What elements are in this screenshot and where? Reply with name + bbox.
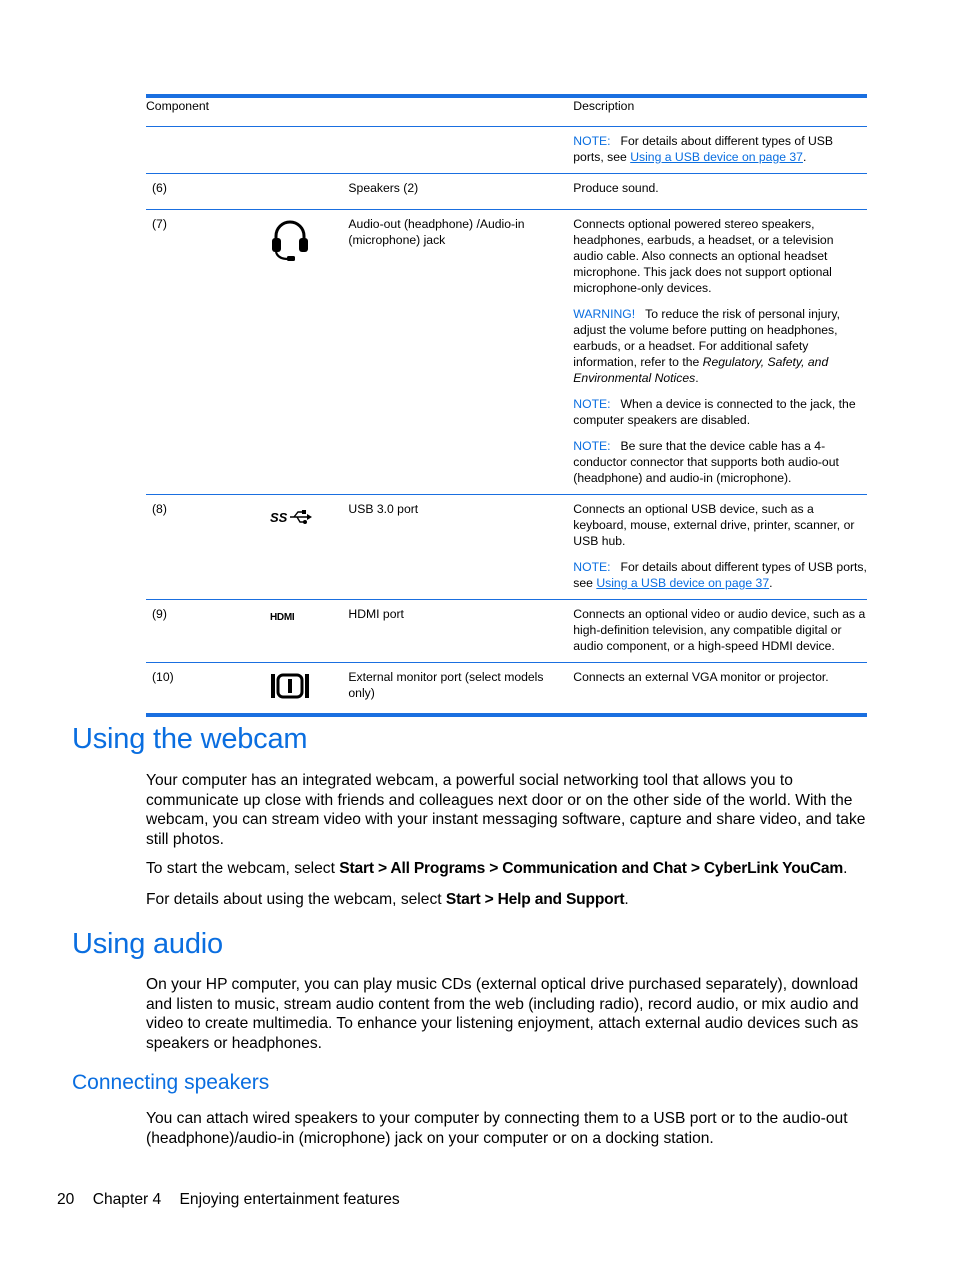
headset-icon xyxy=(204,209,349,494)
instruction-punct: . xyxy=(843,860,848,877)
description-text: Connects an external VGA monitor or projector. xyxy=(573,669,829,684)
svg-text:HDMI: HDMI xyxy=(269,611,295,622)
hdmi-icon xyxy=(204,599,349,662)
note-punct: . xyxy=(769,575,773,590)
note-label: NOTE: xyxy=(573,396,611,411)
note-text: For details about different types of USB ports, see xyxy=(573,133,834,164)
table-row xyxy=(146,662,867,715)
table-row xyxy=(146,599,867,662)
component-name: USB 3.0 port xyxy=(348,494,573,599)
row-number: (10) xyxy=(146,662,204,715)
table-row xyxy=(146,209,867,494)
components-table xyxy=(146,94,867,717)
chapter-label: Chapter 4 xyxy=(92,1191,162,1208)
instruction-text: For details about using the webcam, select xyxy=(146,891,446,908)
audio-intro: On your HP computer, you can play music CDs (external optical drive purchased separately), download and listen to music, stream audio content from the web (including radio), record audio, or mix audio and video to create multimedia. To enhance your listening enjoyment, attach external audio devices such as speakers or headphones. xyxy=(146,976,859,1052)
svg-text:SS: SS xyxy=(269,509,288,525)
warning-punct: . xyxy=(695,370,699,385)
speakers-heading: Connecting speakers xyxy=(72,1071,270,1094)
note-punct: . xyxy=(802,149,807,164)
webcam-heading: Using the webcam xyxy=(72,723,308,755)
note-paragraph xyxy=(573,438,861,486)
table-header-row xyxy=(146,96,867,126)
description-text: Produce sound. xyxy=(573,180,659,195)
speakers-intro: You can attach wired speakers to your computer by connecting them to a USB port or to the audio-out (headphone)/audio-in (microphone) jack on your computer or on a docking station. xyxy=(146,1110,848,1147)
row-number: (8) xyxy=(146,494,204,599)
page-number: 20 xyxy=(57,1191,75,1208)
header-component: Component xyxy=(146,96,573,126)
webcam-intro: Your computer has an integrated webcam, a powerful social networking tool that allows you to communicate up close with friends and colleagues next door or on the other side of the world. With the webcam, you can stream video with your instant messaging software, capture and share video, and take still photos. xyxy=(146,772,866,848)
warning-paragraph xyxy=(573,306,861,386)
row-number: (9) xyxy=(146,599,204,662)
component-description xyxy=(573,209,867,494)
continuation-note xyxy=(573,126,867,173)
webcam-help-instructions xyxy=(146,890,868,910)
note-label: NOTE: xyxy=(573,438,611,453)
note-label: NOTE: xyxy=(573,559,611,574)
audio-heading: Using audio xyxy=(72,928,223,960)
chapter-title: Enjoying entertainment features xyxy=(179,1191,400,1208)
component-description xyxy=(573,173,867,209)
warning-label: WARNING! xyxy=(573,306,636,321)
component-name: External monitor port (select models only) xyxy=(348,662,573,715)
note-text: When a device is connected to the jack, the computer speakers are disabled. xyxy=(573,396,856,427)
instruction-punct: . xyxy=(624,891,629,908)
component-name: Speakers (2) xyxy=(348,173,573,209)
table-row xyxy=(146,494,867,599)
component-description xyxy=(573,662,867,715)
header-description: Description xyxy=(573,96,867,126)
page-footer xyxy=(57,1191,414,1209)
note-label: NOTE: xyxy=(573,133,611,148)
table-row xyxy=(146,173,867,209)
usb-device-link[interactable]: Using a USB device on page 37 xyxy=(630,149,803,164)
note-paragraph xyxy=(573,559,867,591)
menu-path: Start > All Programs > Communication and Chat > CyberLink YouCam xyxy=(339,860,844,877)
table-row-continuation xyxy=(146,126,867,173)
usb-3-icon xyxy=(204,494,349,599)
instruction-text: To start the webcam, select xyxy=(146,860,340,877)
row-number: (7) xyxy=(146,209,204,494)
description-text: Connects optional powered stereo speakers, headphones, earbuds, a headset, or a television audio cable. Also connects an optional headset microphone. This jack does not support optional microphone-only devices. xyxy=(573,216,834,295)
row-number: (6) xyxy=(146,173,204,209)
note-text: Be sure that the device cable has a 4-conductor connector that supports both audio-out (headphone) and audio-in (microphone). xyxy=(573,438,839,485)
component-name: Audio-out (headphone) /Audio-in (microphone) jack xyxy=(348,209,573,494)
description-text: Connects an optional USB device, such as a keyboard, mouse, external drive, printer, scanner, or USB hub. xyxy=(573,501,855,548)
warning-text: To reduce the risk of personal injury, adjust the volume before putting on headphones, earbuds, or a headset. For additional safety information, refer to the xyxy=(573,306,840,369)
note-paragraph xyxy=(573,396,861,428)
menu-path: Start > Help and Support xyxy=(445,891,625,908)
note-text: For details about different types of USB ports, see xyxy=(573,559,867,590)
component-name: HDMI port xyxy=(348,599,573,662)
usb-device-link[interactable]: Using a USB device on page 37 xyxy=(596,575,770,590)
component-description xyxy=(573,599,867,662)
vga-monitor-icon xyxy=(204,662,349,715)
description-text: Connects an optional video or audio device, such as a high-definition television, any compatible digital or audio component, or a high-speed HDMI device. xyxy=(573,606,866,653)
component-description xyxy=(573,494,867,599)
webcam-start-instructions xyxy=(146,859,868,879)
notices-title: Regulatory, Safety, and Environmental Notices xyxy=(573,354,829,385)
